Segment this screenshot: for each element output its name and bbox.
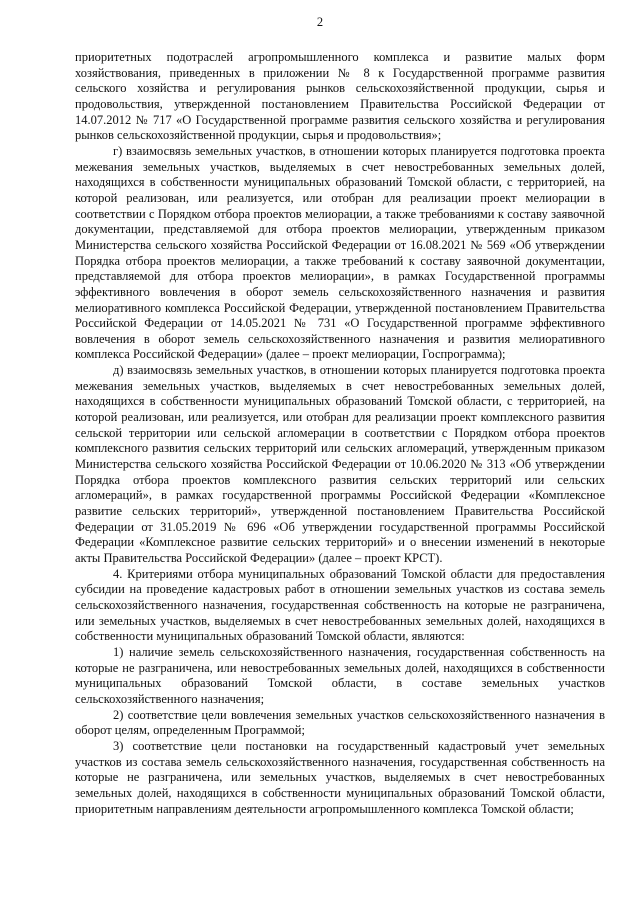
document-body [75,50,605,817]
paragraph-item-g: г) взаимосвязь земельных участков, в отношении которых планируется подготовка проекта межевания земельных участков, выделяемых в счет невостребованных земельных долей, находящихся в собственности муниципальных образований Томской области, с территорией, на которой реализован, или реализуется, или отобран для реализации проект мелиорации в соответствии с Порядком отбора проектов мелиорации, а также требованиями к составу заявочной документации, представляемой для отбора проектов мелиорации, утвержденным приказом Министерства сельского хозяйства Российской Федерации от 16.08.2021 № 569 «Об утверждении Порядка отбора проектов мелиорации, а также требований к составу заявочной документации, представляемой для отбора проектов мелиорации», в рамках Государственной программы эффективного вовлечения в оборот земель сельскохозяйственного назначения и развития мелиоративного комплекса Российской Федерации, утвержденной постановлением Правительства Российской Федерации от 14.05.2021 № 731 «О Государственной программе эффективного вовлечения в оборот земель сельскохозяйственного назначения и развития мелиоративного комплекса Российской Федерации» (далее – проект мелиорации, Госпрограмма); [75,143,605,362]
paragraph-item-d: д) взаимосвязь земельных участков, в отношении которых планируется подготовка проекта межевания земельных участков, выделяемых в счет невостребованных земельных долей, находящихся в собственности муниципальных образований Томской области, с территорией, на которой реализован, или реализуется, или отобран для реализации проект комплексного развития сельской территории или сельской агломерации в соответствии с Порядком отбора проектов комплексного развития сельских территорий или сельских агломераций, утвержденным приказом Министерства сельского хозяйства Российской Федерации от 10.06.2020 № 313 «Об утверждении Порядка отбора проектов комплексного развития сельских территорий или сельских агломераций», в рамках государственной программы Российской Федерации «Комплексное развитие сельских территорий», утвержденной постановлением Правительства Российской Федерации от 31.05.2019 № 696 «Об утверждении государственной программы Российской Федерации «Комплексное развитие сельских территорий» и о внесении изменений в некоторые акты Правительства Российской Федерации» (далее – проект КРСТ). [75,363,605,565]
page-number: 2 [316,15,324,29]
paragraph-criterion-2: 2) соответствие цели вовлечения земельных участков сельскохозяйственного назначения в оборот целям, определенным Программой; [75,707,605,738]
paragraph-criterion-3: 3) соответствие цели постановки на государственный кадастровый учет земельных участков из состава земель сельскохозяйственного назначения, государственная собственность на которые не разграничена, или земельных участков, выделяемых в счет невостребованных земельных долей, находящихся в собственности муниципальных образований Томской области, приоритетным направлениям деятельности агропромышленного комплекса Томской области; [75,738,605,816]
paragraph-point-4: 4. Критериями отбора муниципальных образований Томской области для предоставления субсидии на проведение кадастровых работ в отношении земельных участков из состава земель сельскохозяйственного назначения, государственная собственность на которые не разграничена, или земельных участков, выделяемых в счет невостребованных земельных долей, находящихся в собственности муниципальных образований Томской области, являются: [75,566,605,644]
paragraph-criterion-1: 1) наличие земель сельскохозяйственного назначения, государственная собственность на которые не разграничена, или невостребованных земельных долей, находящихся в собственности муниципальных образований Томской области, в составе земельных участков сельскохозяйственного назначения; [75,644,605,706]
paragraph-continuation: приоритетных подотраслей агропромышленного комплекса и развитие малых форм хозяйствования, приведенных в приложении № 8 к Государственной программе развития сельского хозяйства и регулирования рынков сельскохозяйственной продукции, сырья и продовольствия, утвержденной постановлением Правительства Российской Федерации от 14.07.2012 № 717 «О Государственной программе развития сельского хозяйства и регулирования рынков сельскохозяйственной продукции, сырья и продовольствия»; [75,50,605,143]
